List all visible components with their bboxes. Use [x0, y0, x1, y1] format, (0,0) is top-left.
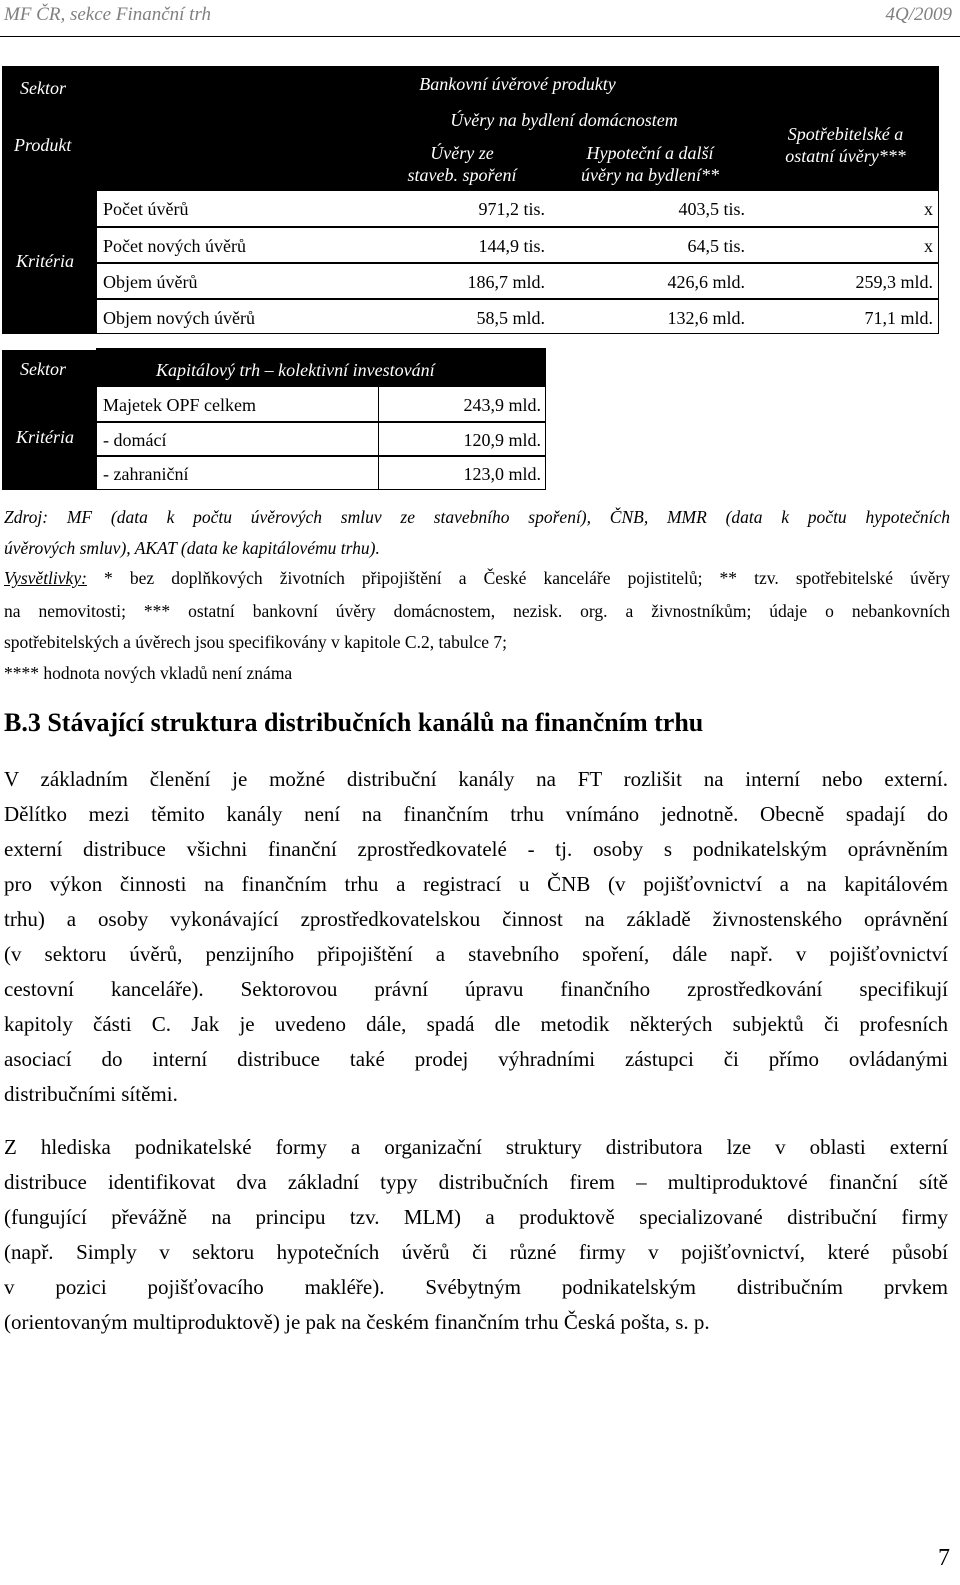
row-label: Majetek OPF celkem — [103, 395, 256, 415]
running-header-left: MF ČR, sekce Finanční trh — [4, 4, 212, 25]
paragraph-line: v pozici pojišťovacího makléře). Svébytným podnikatelským distribučním prvkem — [4, 1275, 948, 1299]
value-building-savings: 186,7 mld. — [467, 272, 545, 292]
header-consumer-line2: ostatní úvěry*** — [785, 146, 906, 166]
paragraph-line: V základním členění je možné distribuční kanály na FT rozlišit na interní nebo externí. — [4, 767, 948, 791]
row-label: Objem úvěrů — [103, 272, 198, 292]
header-rule — [0, 36, 960, 37]
table-row — [96, 299, 939, 334]
paragraph-line: cestovní kanceláře). Sektorovou právní úpravu finančního zprostředkování specifikují — [4, 977, 948, 1001]
row-value: 123,0 mld. — [463, 464, 541, 484]
row-label-kriteria: Kritéria — [16, 427, 75, 447]
row-value: 120,9 mld. — [463, 430, 541, 450]
header-building-savings-line1: Úvěry ze — [430, 143, 494, 163]
row-label: Objem nových úvěrů — [103, 308, 255, 328]
header-mortgage-line1: Hypoteční a další — [586, 143, 714, 163]
table-row — [96, 263, 939, 299]
paragraph-line: (např. Simply v sektoru hypotečních úvěrů či různé firmy v pojišťovnictví, které působí — [4, 1240, 948, 1264]
explanations-line4: **** hodnota nových vkladů není známa — [4, 663, 293, 683]
table-row — [96, 456, 546, 490]
paragraph-line: Z hlediska podnikatelské formy a organizační struktury distributora lze v oblasti externí — [4, 1135, 948, 1159]
value-building-savings: 971,2 tis. — [478, 199, 545, 219]
table-row — [96, 190, 939, 227]
paragraph-line: kapitoly části C. Jak je uvedeno dále, spadá dle metodik některých subjektů či profesních — [4, 1012, 948, 1036]
value-mortgage: 132,6 mld. — [667, 308, 745, 328]
header-housing-loans: Úvěry na bydlení domácnostem — [450, 110, 678, 130]
explanations-line3: spotřebitelských a úvěrech jsou specifikovány v kapitole C.2, tabulce 7; — [4, 632, 507, 652]
header-capital-market: Kapitálový trh – kolektivní investování — [156, 360, 435, 380]
row-value: 243,9 mld. — [463, 395, 541, 415]
value-mortgage: 426,6 mld. — [667, 272, 745, 292]
running-header-right: 4Q/2009 — [885, 4, 952, 25]
header-building-savings-line2: staveb. spoření — [407, 165, 517, 185]
value-consumer: x — [924, 236, 933, 256]
explanations-line1 — [4, 563, 950, 594]
value-mortgage: 403,5 tis. — [678, 199, 745, 219]
paragraph-line: (orientovaným multiproduktově) je pak na českém finančním trhu Česká pošta, s. p. — [4, 1310, 710, 1334]
explanations-text: * bez doplňkových životních připojištění a České kanceláře pojistitelů; ** tzv. spotřebitelské úvěry — [86, 568, 950, 588]
paragraph-line: distribuce identifikovat dva základní typy distribučních firem – multiproduktové finanční sítě — [4, 1170, 948, 1194]
header-consumer-line1: Spotřebitelské a — [787, 124, 904, 144]
paragraph-line: asociací do interní distribuce také prodej výhradními zástupci či přímo ovládanými — [4, 1047, 948, 1071]
value-building-savings: 58,5 mld. — [476, 308, 545, 328]
column-divider — [378, 386, 379, 490]
paragraph-line: distribučními sítěmi. — [4, 1082, 178, 1106]
row-label-sektor: Sektor — [20, 78, 66, 98]
row-label: Počet úvěrů — [103, 199, 189, 219]
paragraph-line: pro výkon činnosti na finančním trhu a registrací u ČNB (v pojišťovnictví a na kapitálovém — [4, 872, 948, 896]
value-consumer: 71,1 mld. — [864, 308, 933, 328]
row-label-sektor: Sektor — [20, 359, 66, 379]
row-label: - domácí — [103, 430, 167, 450]
table-row — [96, 422, 546, 456]
source-note-line2: úvěrových smluv), AKAT (data ke kapitálovému trhu). — [4, 538, 380, 558]
value-consumer: x — [924, 199, 933, 219]
value-mortgage: 64,5 tis. — [687, 236, 745, 256]
header-mortgage-line2: úvěry na bydlení** — [581, 165, 719, 185]
paragraph-line: Dělítko mezi těmito kanály není na finančním trhu vnímáno jednotně. Obecně spadají do — [4, 802, 948, 826]
page-number: 7 — [938, 1545, 950, 1571]
source-note-line1: Zdroj: MF (data k počtu úvěrových smluv ze stavebního spoření), ČNB, MMR (data k počtu hypotečních — [4, 507, 950, 527]
paragraph-line: trhu) a osoby vykonávající zprostředkovatelskou činnost na základě živnostenského oprávnění — [4, 907, 948, 931]
table-row — [96, 386, 546, 422]
row-label: Počet nových úvěrů — [103, 236, 246, 256]
explanations-label: Vysvětlivky: — [4, 568, 87, 588]
paragraph-line: (v sektoru úvěrů, penzijního připojištění a stavebního spoření, dále např. v pojišťovnictví — [4, 942, 948, 966]
table-row — [96, 227, 939, 263]
paragraph-line: externí distribuce všichni finanční zprostředkovatelé - tj. osoby s podnikatelským oprávněním — [4, 837, 948, 861]
row-label: - zahraniční — [103, 464, 189, 484]
header-bank-products: Bankovní úvěrové produkty — [419, 74, 616, 94]
value-building-savings: 144,9 tis. — [478, 236, 545, 256]
paragraph-line: (fungující převážně na principu tzv. MLM) a produktově specializované distribuční firmy — [4, 1205, 948, 1229]
value-consumer: 259,3 mld. — [855, 272, 933, 292]
row-label-kriteria: Kritéria — [16, 251, 75, 271]
explanations-line2: na nemovitosti; *** ostatní bankovní úvěry domácnostem, nezisk. org. a živnostníkům; údaje o nebankovních — [4, 601, 950, 621]
section-heading: B.3 Stávající struktura distribučních kanálů na finančním trhu — [4, 708, 704, 737]
row-label-produkt: Produkt — [14, 135, 72, 155]
